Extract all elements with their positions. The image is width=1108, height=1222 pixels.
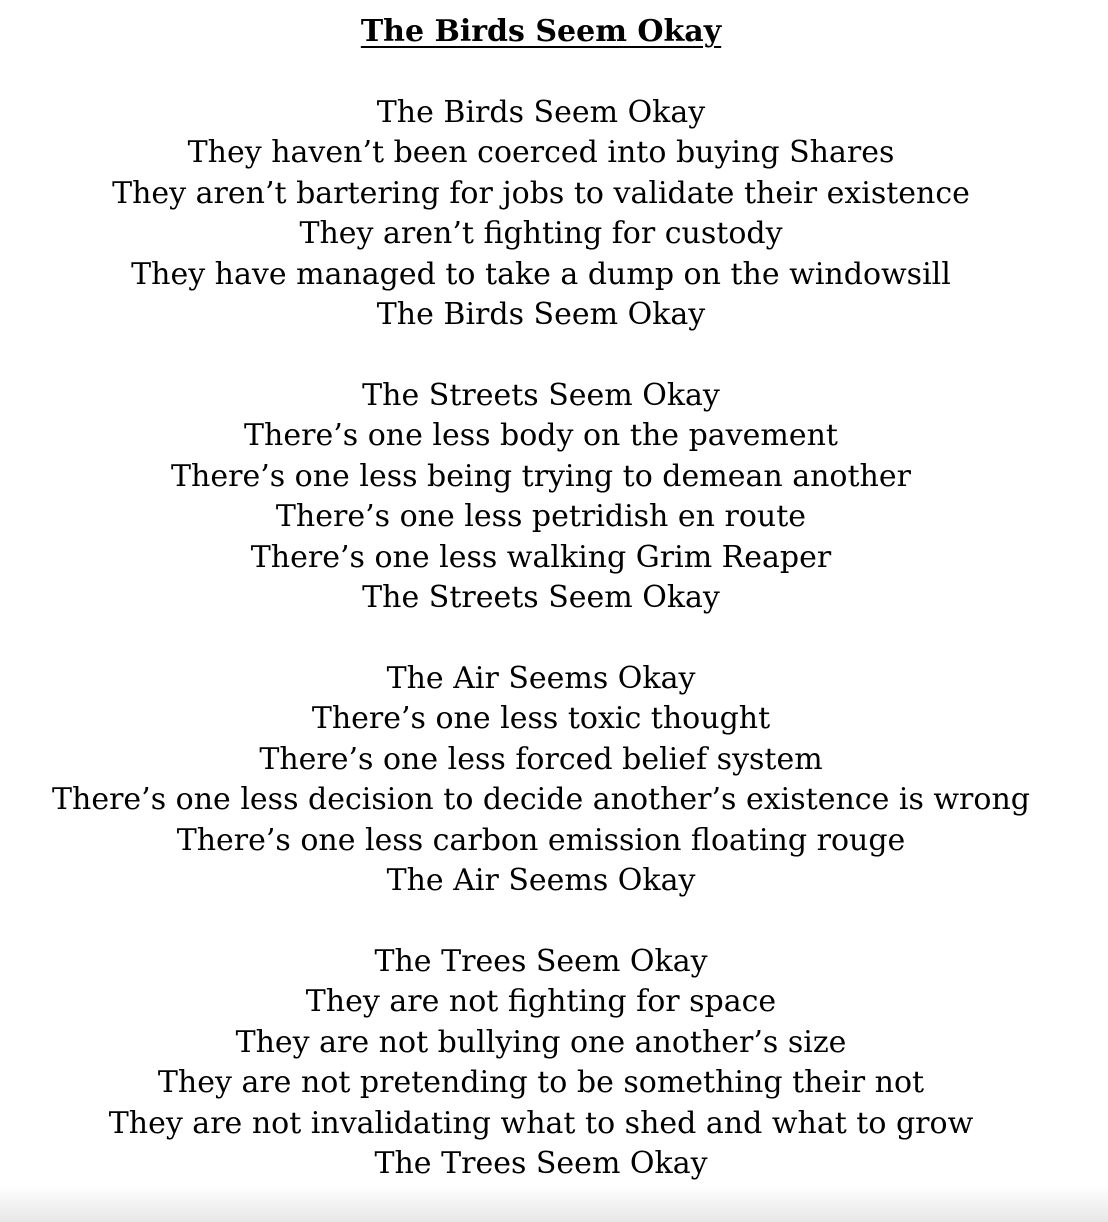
poem-line: There’s one less forced belief system bbox=[259, 741, 823, 777]
poem-line: They have managed to take a dump on the windowsill bbox=[131, 256, 951, 292]
poem-line: There’s one less carbon emission floating rouge bbox=[176, 822, 906, 858]
stanza-trees bbox=[0, 942, 1082, 1184]
poem-line: There’s one less walking Grim Reaper bbox=[250, 539, 832, 575]
poem-line: The Birds Seem Okay bbox=[376, 296, 706, 332]
poem-line: They are not pretending to be something their not bbox=[157, 1065, 925, 1101]
poem-line: The Streets Seem Okay bbox=[362, 378, 720, 413]
poem-line: There’s one less petridish en route bbox=[275, 499, 807, 535]
poem-line: They haven’t been coerced into buying Shares bbox=[187, 135, 895, 171]
stanza-birds bbox=[0, 93, 1082, 335]
poem-title: The Birds Seem Okay bbox=[360, 14, 722, 49]
page-bottom-shadow bbox=[0, 1186, 1108, 1222]
stanza-streets bbox=[0, 376, 1082, 618]
poem-line: They aren’t bartering for jobs to validate their existence bbox=[112, 175, 970, 211]
poem-line: They are not fighting for space bbox=[305, 984, 777, 1020]
poem-line: The Streets Seem Okay bbox=[362, 579, 720, 615]
poem-line: There’s one less being trying to demean another bbox=[171, 458, 911, 494]
poem-line: The Trees Seem Okay bbox=[374, 944, 708, 979]
poem-line: They are not bullying one another’s size bbox=[235, 1024, 847, 1060]
poem-line: There’s one less decision to decide another’s existence is wrong bbox=[52, 782, 1030, 818]
poem-line: They aren’t fighting for custody bbox=[299, 216, 783, 252]
poem-line: The Birds Seem Okay bbox=[376, 95, 706, 130]
poem-line: They are not invalidating what to shed and what to grow bbox=[108, 1105, 974, 1141]
poem-line: There’s one less toxic thought bbox=[311, 701, 771, 737]
poem-line: There’s one less body on the pavement bbox=[244, 418, 838, 454]
poem-line: The Air Seems Okay bbox=[386, 661, 696, 696]
poem-line: The Air Seems Okay bbox=[386, 862, 696, 898]
poem-line: The Trees Seem Okay bbox=[374, 1145, 708, 1181]
stanza-air bbox=[0, 659, 1082, 901]
